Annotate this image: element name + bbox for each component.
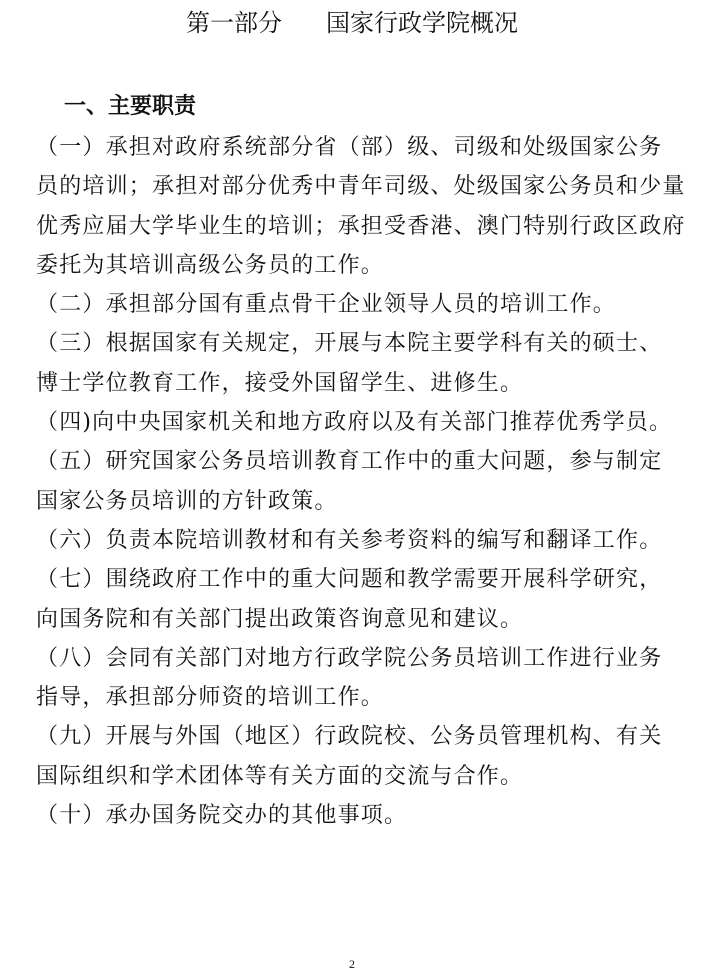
- duty-paragraph-5: [36, 442, 668, 521]
- duty-paragraph-4: [36, 403, 673, 442]
- paragraph-line: 指导，承担部分师资的培训工作。: [36, 685, 385, 711]
- duty-paragraph-10: [36, 796, 668, 835]
- paragraph-line: （三）根据国家有关规定，开展与本院主要学科有关的硕士、: [36, 331, 663, 357]
- duty-paragraph-9: [36, 717, 668, 796]
- duty-paragraph-2: [36, 285, 668, 324]
- duty-paragraph-7: [36, 560, 668, 639]
- paragraph-line: 国家公务员培训的方针政策。: [36, 488, 338, 514]
- duty-paragraph-1: [36, 128, 686, 285]
- duty-paragraph-8: [36, 639, 668, 718]
- paragraph-line: 向国务院和有关部门提出政策咨询意见和建议。: [36, 606, 524, 632]
- paragraph-line: （七）围绕政府工作中的重大问题和教学需要开展科学研究，: [36, 567, 663, 593]
- page-number: 2: [349, 957, 355, 971]
- section-heading: 一、主要职责: [64, 94, 197, 119]
- paragraph-line: （六）负责本院培训教材和有关参考资料的编写和翻译工作。: [36, 527, 663, 553]
- part-name: 国家行政学院概况: [326, 9, 518, 37]
- duty-paragraph-6: [36, 521, 668, 560]
- paragraph-line: （四)向中央国家机关和地方政府以及有关部门推荐优秀学员。: [36, 410, 673, 436]
- paragraph-line: （九）开展与外国（地区）行政院校、公务员管理机构、有关: [36, 724, 663, 750]
- part-title: [0, 8, 704, 38]
- paragraph-line: （八）会同有关部门对地方行政学院公务员培训工作进行业务: [36, 645, 663, 671]
- body-text: [36, 128, 686, 835]
- paragraph-line: （二）承担部分国有重点骨干企业领导人员的培训工作。: [36, 292, 617, 318]
- paragraph-line: 国际组织和学术团体等有关方面的交流与合作。: [36, 763, 524, 789]
- paragraph-line: （五）研究国家公务员培训教育工作中的重大问题，参与制定: [36, 449, 663, 475]
- duty-paragraph-3: [36, 324, 668, 403]
- paragraph-line: 委托为其培训高级公务员的工作。: [36, 252, 385, 278]
- paragraph-line: 优秀应届大学毕业生的培训；承担受香港、澳门特别行政区政府: [36, 213, 686, 239]
- paragraph-line: 员的培训；承担对部分优秀中青年司级、处级国家公务员和少量: [36, 174, 686, 200]
- paragraph-line: （十）承办国务院交办的其他事项。: [36, 803, 408, 829]
- part-label: 第一部分: [186, 9, 282, 37]
- paragraph-line: （一）承担对政府系统部分省（部）级、司级和处级国家公务: [36, 135, 663, 160]
- paragraph-line: 博士学位教育工作，接受外国留学生、进修生。: [36, 370, 524, 396]
